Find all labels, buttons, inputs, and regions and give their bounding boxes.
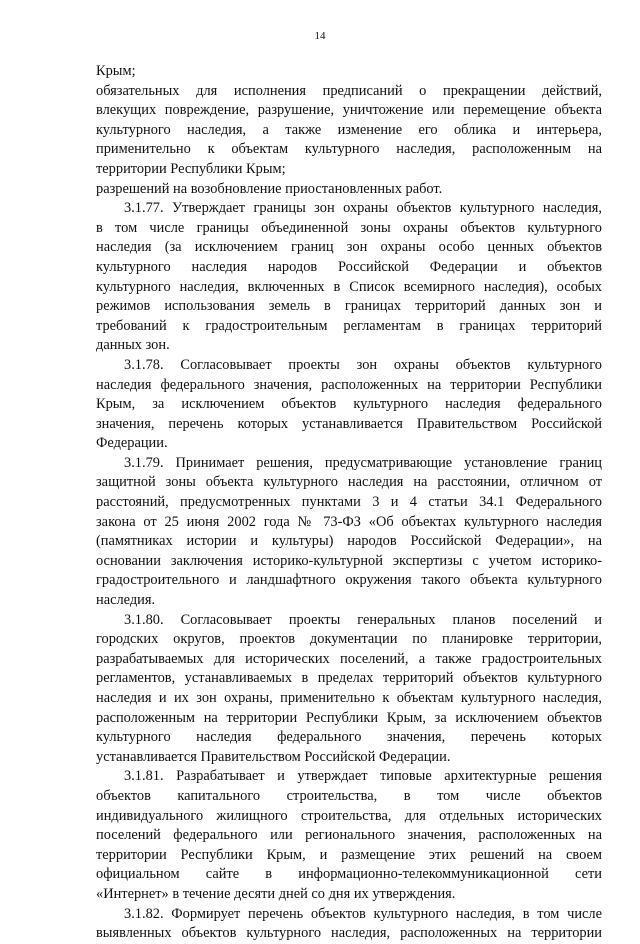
text-line: наследия и их зон охраны, применительно к объектам культурного наследия, [96, 690, 602, 706]
text-line: Крым; [96, 63, 136, 79]
text-line: разрабатываемых для исторических поселений, а также градостроительных [96, 650, 602, 667]
text-line: влекущих повреждение, разрушение, уничтожение или перемещение объекта [96, 102, 602, 119]
text-line: закона от 25 июня 2002 года № 73-ФЗ «Об объектах культурного наследия [96, 513, 602, 530]
text-line: устанавливается Правительством Российской Федерации. [96, 748, 451, 765]
text-line: регламентов, устанавливаемых в пределах территорий объектов культурного [96, 670, 602, 687]
text-line: градостроительного и ландшафтного окружения такого объекта культурного [96, 572, 602, 589]
text-line: выявленных объектов культурного наследия, расположенных на территории [96, 925, 602, 942]
text-line: данных зон. [96, 337, 170, 354]
page-number: 14 [314, 30, 326, 42]
text-line: (памятниках истории и культуры) народов Российской Федерации», на [96, 533, 602, 550]
text-line: культурного наследия народов Российской Федерации и объектов [96, 258, 602, 275]
text-line: Федерации. [96, 435, 168, 452]
text-line: расстояний, предусмотренных пунктами 3 и 4 статьи 34.1 Федерального [96, 494, 602, 511]
text-line: обязательных для исполнения предписаний о прекращении действий, [96, 82, 602, 99]
text-line: Крым, за исключением объектов культурного наследия федерального [96, 396, 602, 413]
text-line: индивидуального жилищного строительства, для отдельных исторических [96, 807, 602, 824]
text-line: объектов капитального строительства, в том числе объектов [96, 787, 602, 804]
text-line: применительно к объектам культурного наследия, расположенным на [96, 141, 602, 158]
text-line: режимов использования земель в границах территорий данных зон и [96, 298, 602, 315]
text-line: культурного наследия, включенных в Список всемирного наследия), особых [96, 278, 602, 295]
document-body [96, 62, 602, 944]
text-line: 3.1.79. Принимает решения, предусматривающие установление границ [124, 454, 602, 471]
text-line: 3.1.82. Формирует перечень объектов культурного наследия, в том числе [124, 905, 602, 922]
text-line: территории Республики Крым; [96, 160, 286, 177]
text-line: наследия. [96, 592, 156, 609]
text-line: 3.1.77. Утверждает границы зон охраны объектов культурного наследия, [124, 200, 602, 217]
text-line: культурного наследия федерального значения, перечень которых [96, 729, 602, 746]
text-line: культурного наследия, а также изменение его облика и интерьера, [96, 121, 602, 138]
text-line: основании заключения историко-культурной экспертизы с учетом историко- [96, 552, 602, 569]
text-line: официальном сайте в информационно-телекоммуникационной сети [96, 866, 602, 883]
text-line: 3.1.78. Согласовывает проекты зон охраны объектов культурного [124, 356, 602, 373]
text-line: 3.1.80. Согласовывает проекты генеральных планов поселений и [124, 611, 602, 628]
text-line: городских округов, проектов документации по планировке территории, [96, 631, 602, 648]
text-line: «Интернет» в течение десяти дней со дня их утверждения. [96, 885, 456, 902]
text-line: 3.1.81. Разрабатывает и утверждает типовые архитектурные решения [124, 768, 602, 785]
text-line: наследия (за исключением границ зон охраны особо ценных объектов [96, 239, 602, 256]
text-line: разрешений на возобновление приостановленных работ. [96, 180, 443, 197]
text-line: в том числе границы объединенной зоны охраны объектов культурного [96, 219, 602, 236]
text-line: требований к градостроительным регламентам в границах территорий [96, 317, 602, 334]
text-line: расположенным на территории Республики Крым, за исключением объектов [96, 709, 602, 726]
text-line: наследия федерального значения, расположенных на территории Республики [96, 376, 602, 393]
text-line: защитной зоны объекта культурного наследия на расстоянии, отличном от [96, 474, 602, 491]
text-line: значения, перечень которых устанавливается Правительством Российской [96, 415, 602, 432]
text-line: территории Республики Крым, и размещение этих решений на своем [96, 846, 602, 863]
text-line: поселений федерального или регионального значения, расположенных на [96, 827, 602, 844]
